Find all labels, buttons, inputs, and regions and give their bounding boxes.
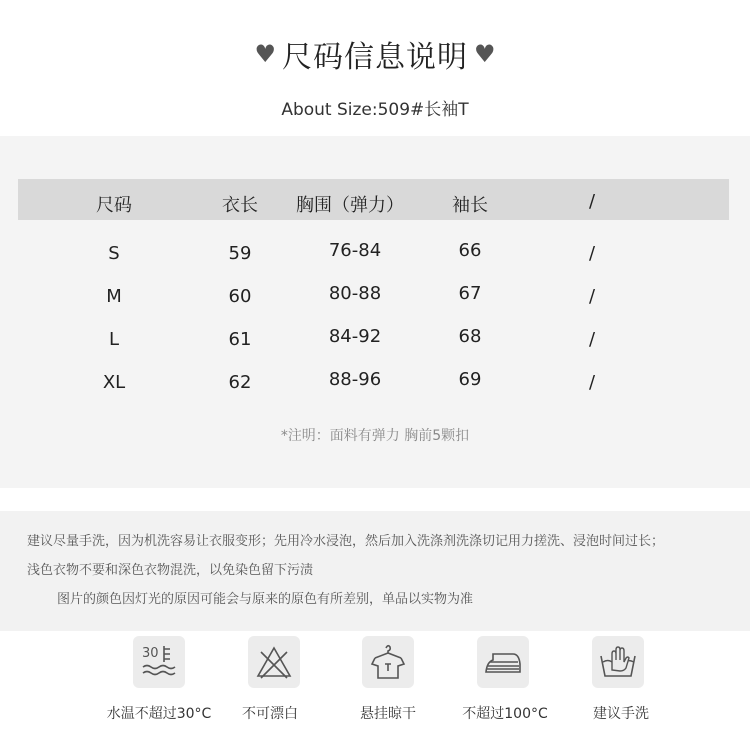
page-header (0, 0, 750, 136)
row-s-length: 59 (228, 243, 252, 264)
row-m-length: 60 (228, 286, 252, 307)
page-subtitle: About Size:509#长袖T (281, 100, 469, 120)
icon-label-iron: 不超过100°C (462, 706, 548, 722)
header-extra: / (588, 191, 596, 212)
row-l-sleeve: 68 (458, 326, 482, 347)
row-s-sleeve: 66 (458, 240, 482, 261)
row-xl-sleeve: 69 (458, 369, 482, 390)
header-size: 尺码 (96, 195, 132, 216)
page-title: 尺码信息说明 (282, 40, 468, 75)
iron-icon (477, 636, 529, 688)
row-l-size: L (108, 329, 120, 350)
icon-label-wash-temp: 水温不超过30°C (106, 706, 212, 722)
no-bleach-icon (248, 636, 300, 688)
row-l-chest: 84-92 (328, 326, 382, 347)
row-m-extra: / (588, 286, 596, 307)
heart-icon: ♥ (254, 40, 276, 68)
row-xl-extra: / (588, 372, 596, 393)
title-row (0, 32, 750, 76)
care-instructions (0, 511, 750, 631)
wash-temp-text: 30 (142, 646, 159, 661)
row-xl-chest: 88-96 (328, 369, 382, 390)
table-note: *注明：面料有弹力 胸前5颗扣 (280, 428, 470, 444)
row-s-chest: 76-84 (328, 240, 382, 261)
header-sleeve: 袖长 (452, 195, 488, 216)
row-m-chest: 80-88 (328, 283, 382, 304)
heart-icon: ♥ (474, 40, 496, 68)
row-m-sleeve: 67 (458, 283, 482, 304)
care-line-1: 建议尽量手洗，因为机洗容易让衣服变形；先用冷水浸泡，然后加入洗涤剂洗涤切记用力搓洗、浸泡时间过长； (27, 534, 665, 549)
header-length: 衣长 (222, 195, 258, 216)
row-s-extra: / (588, 243, 596, 264)
row-l-extra: / (588, 329, 596, 350)
row-l-length: 61 (228, 329, 252, 350)
header-chest: 胸围（弹力） (296, 195, 404, 216)
care-line-3: 图片的颜色因灯光的原因可能会与原来的原色有所差别，单品以实物为准 (57, 592, 474, 607)
row-m-size: M (106, 286, 122, 307)
row-xl-length: 62 (228, 372, 252, 393)
row-xl-size: XL (102, 372, 126, 393)
icon-label-hang-dry: 悬挂晾干 (360, 706, 416, 722)
hand-wash-icon (592, 636, 644, 688)
row-s-size: S (108, 243, 120, 264)
care-line-2: 浅色衣物不要和深色衣物混洗，以免染色留下污渍 (27, 563, 314, 578)
water-temp-30-icon (133, 636, 185, 688)
icon-label-hand-wash: 建议手洗 (593, 706, 649, 722)
hang-dry-icon (362, 636, 414, 688)
icon-label-no-bleach: 不可漂白 (242, 706, 298, 722)
size-table-panel (0, 136, 750, 488)
care-icons-row (0, 631, 750, 754)
